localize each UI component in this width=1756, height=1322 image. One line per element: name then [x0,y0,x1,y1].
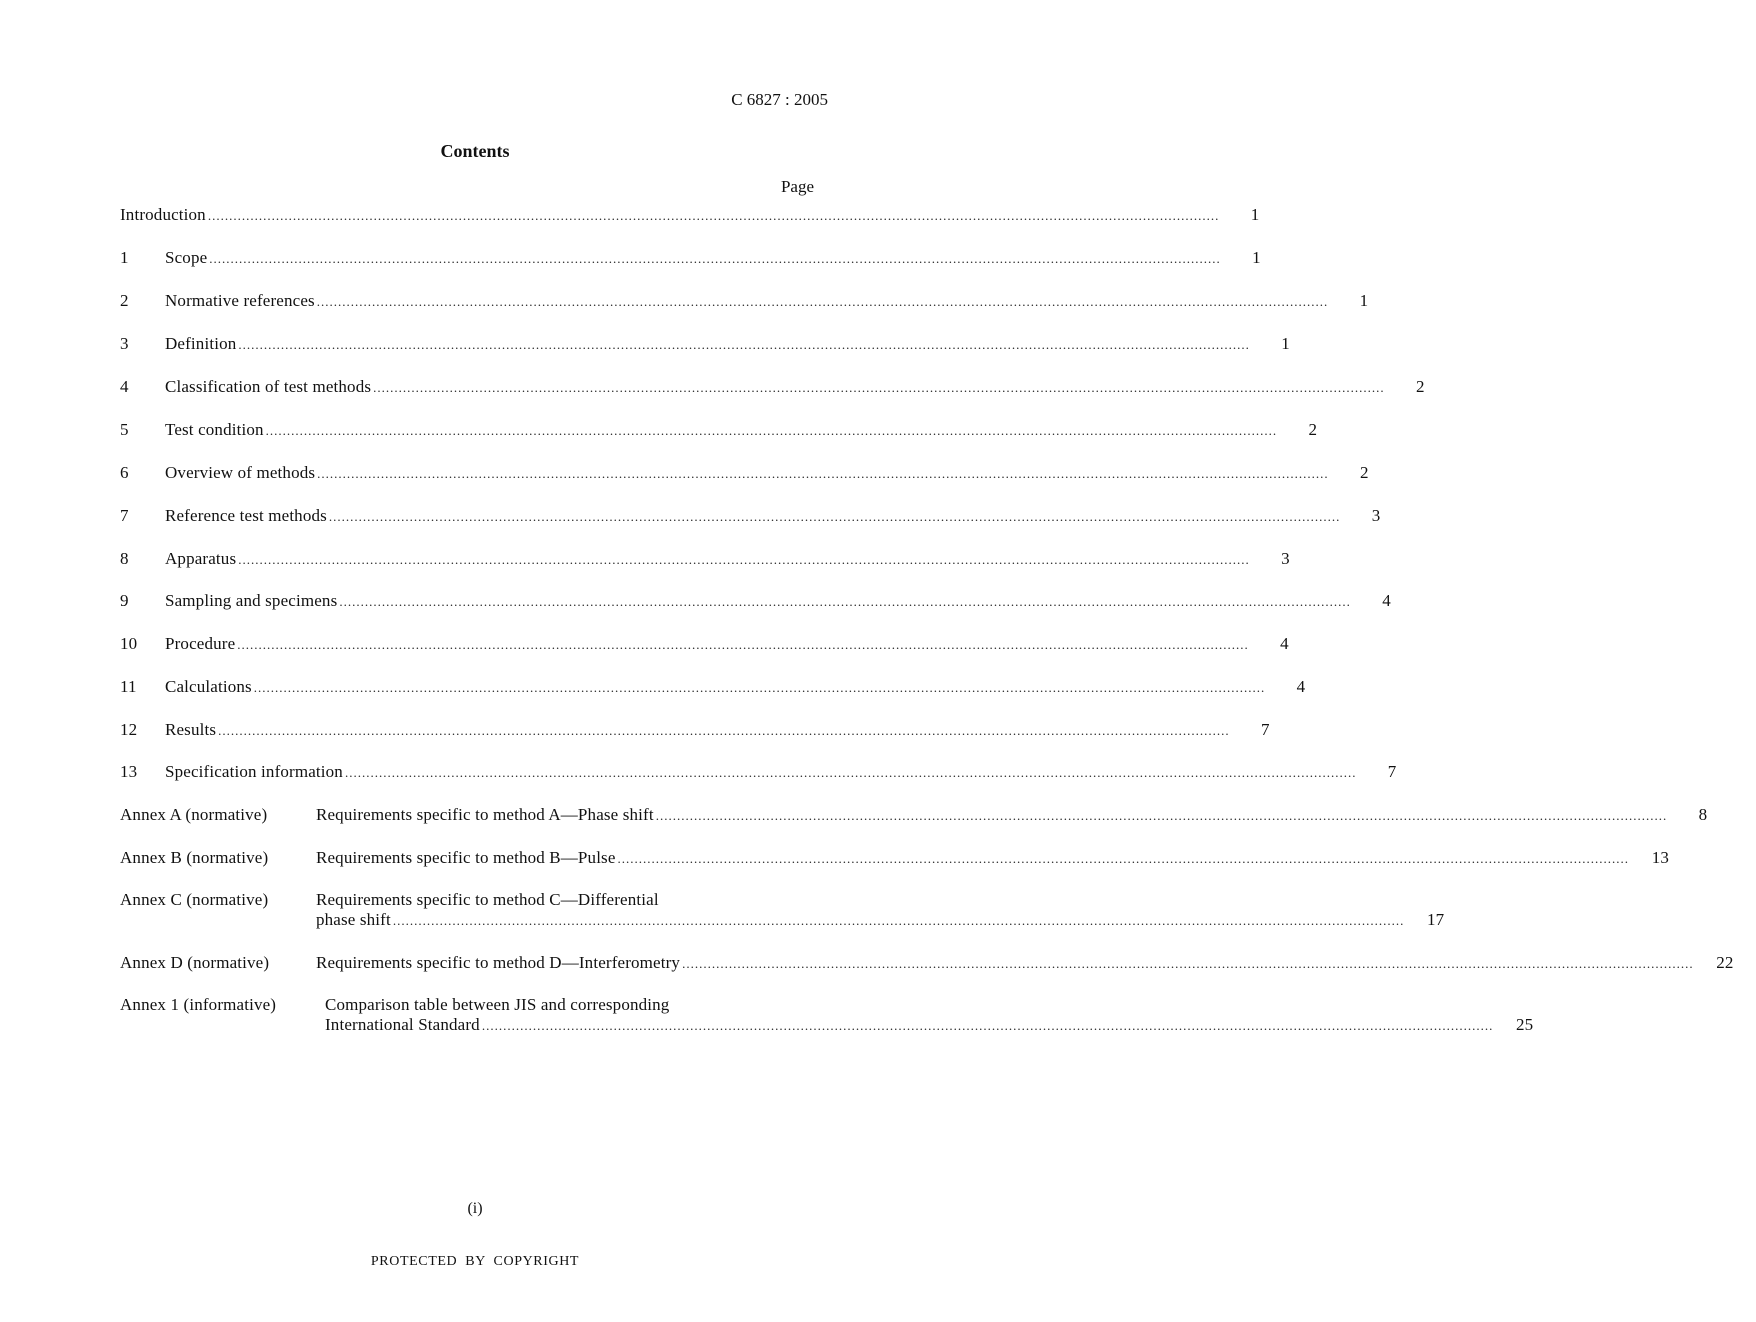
annex-label: Annex A (normative) [120,805,268,824]
dot-leader [209,248,1221,269]
copyright-notice: PROTECTED BY COPYRIGHT [370,1254,580,1269]
toc-entry-number: 3 [120,334,129,353]
toc-entry-title: Results [165,720,217,739]
dot-leader [345,762,1357,783]
toc-entry-title: Classification of test methods [165,377,372,396]
dot-leader [393,910,1405,931]
toc-entry-page: 8 [1698,805,1708,824]
dot-leader [238,549,1250,570]
toc-entry-clause[interactable] [120,720,1270,740]
toc-entry-number: 12 [120,720,138,739]
toc-entry-page: 3 [1281,549,1290,568]
toc-entry-title: Scope [165,248,208,267]
toc-entry-clause[interactable] [120,506,1381,526]
toc-entry-clause[interactable] [120,377,1425,397]
toc-entry-title: Apparatus [165,549,237,568]
annex-title: Requirements specific to method B—Pulse [316,848,616,867]
toc-entry-clause[interactable] [120,420,1318,440]
toc-entry-page: 17 [1427,910,1445,929]
dot-leader [317,463,1329,484]
toc-entry-title: Procedure [165,634,236,653]
toc-entry-page: 3 [1371,506,1381,525]
dot-leader [266,420,1278,441]
annex-label: Annex C (normative) [120,890,269,909]
page-number: (i) [467,1200,483,1217]
toc-entry-clause[interactable] [120,549,1290,569]
toc-entry-title: Reference test methods [165,506,327,525]
toc-entry-page: 1 [1250,205,1260,224]
toc-entry-page: 1 [1252,248,1261,267]
toc-entry-page: 7 [1260,720,1270,739]
dot-leader [329,506,1341,527]
annex-title: Requirements specific to method A—Phase shift [316,805,654,824]
annex-title: Requirements specific to method D—Interferometry [316,953,681,972]
toc-entry-title: Overview of methods [165,463,316,482]
annex-label: Annex D (normative) [120,953,270,972]
annex-label: Annex B (normative) [120,848,269,867]
toc-entry-number: 8 [120,549,129,568]
dot-leader [238,334,1250,355]
toc-entry-clause[interactable] [120,248,1261,268]
toc-entry-page: 1 [1359,291,1369,310]
toc-entry-annex-a[interactable] [120,805,1708,825]
toc-entry-clause[interactable] [120,591,1391,611]
toc-entry-title: Test condition [165,420,264,439]
toc-entry-clause[interactable] [120,762,1397,782]
toc-entry-page: 1 [1281,334,1290,353]
toc-entry-number: 11 [120,677,137,696]
toc-entry-page: 22 [1716,953,1734,972]
toc-entry-annex-d[interactable] [120,953,1734,973]
dot-leader [482,1015,1494,1036]
page-column-header: Page [780,177,814,196]
dot-leader [237,634,1249,655]
toc-entry-clause[interactable] [120,463,1369,483]
toc-entry-clause[interactable] [120,334,1290,354]
toc-entry-page: 13 [1651,848,1670,867]
document-id: C 6827 : 2005 [731,90,828,109]
annex-title-continued: phase shift [316,910,391,929]
toc-entry-number: 13 [120,762,138,781]
toc-entry-number: 2 [120,291,129,310]
toc-entry-title: Definition [165,334,237,353]
dot-leader [618,848,1630,869]
toc-entry-number: 1 [120,248,129,267]
toc-entry-page: 7 [1387,762,1397,781]
dot-leader [208,205,1220,226]
toc-entry-number: 6 [120,463,129,482]
toc-entry-annex-c[interactable] [120,890,1445,930]
dot-leader [317,291,1329,312]
toc-entry-page: 4 [1382,591,1391,610]
annex-title-continued: International Standard [325,1015,480,1034]
annex-title: Comparison table between JIS and corresponding [325,995,670,1014]
toc-entry-page: 2 [1360,463,1369,482]
dot-leader [339,591,1351,612]
toc-entry-page: 2 [1308,420,1318,439]
toc-entry-page: 4 [1280,634,1289,653]
dot-leader [254,677,1266,698]
toc-entry-title: Specification information [165,762,343,781]
toc-entry-title: Normative references [165,291,315,310]
toc-entry-page: 2 [1415,377,1425,396]
toc-entry-clause[interactable] [120,634,1289,654]
toc-entry-number: 4 [120,377,129,396]
annex-label: Annex 1 (informative) [120,995,277,1014]
toc-entry-number: 7 [120,506,129,525]
dot-leader [682,953,1694,974]
dot-leader [218,720,1230,741]
toc-entry-title: Calculations [165,677,252,696]
toc-entry-annex-b[interactable] [120,848,1670,868]
toc-entry-introduction[interactable] [120,205,1260,225]
dot-leader [373,377,1385,398]
dot-leader [656,805,1668,826]
toc-entry-page: 25 [1516,1015,1534,1034]
toc-entry-number: 5 [120,420,129,439]
annex-title: Requirements specific to method C—Differential [316,890,659,909]
toc-entry-clause[interactable] [120,291,1369,311]
toc-entry-title: Introduction [120,205,206,224]
toc-entry-page: 4 [1296,677,1306,696]
toc-entry-number: 10 [120,634,138,653]
toc-entry-clause[interactable] [120,677,1306,697]
toc-entry-annex-1[interactable] [120,995,1534,1035]
toc-entry-number: 9 [120,591,129,610]
page-title: Contents [440,141,510,161]
toc-entry-title: Sampling and specimens [165,591,338,610]
